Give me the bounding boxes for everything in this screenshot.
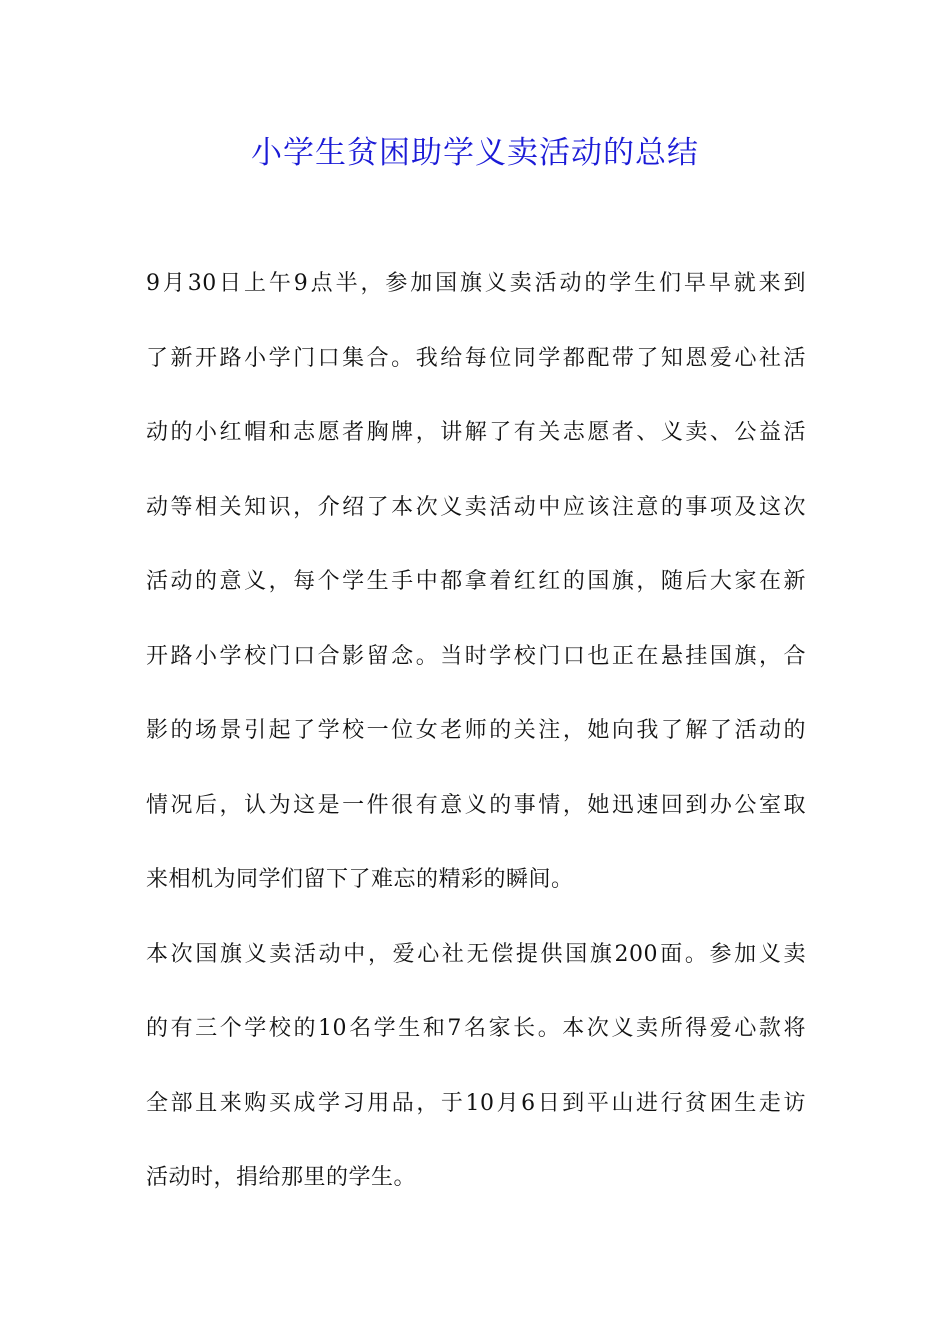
paragraph-2	[146, 933, 806, 1231]
text-line: 的有三个学校的10名学生和7名家长。本次义卖所得爱心款将	[146, 1016, 806, 1041]
text-line: 情况后，认为这是一件很有意义的事情，她迅速回到办公室取	[146, 792, 806, 818]
text-line: 影的场景引起了学校一位女老师的关注，她向我了解了活动的	[146, 718, 806, 743]
document-title: 小学生贫困助学义卖活动的总结	[251, 135, 699, 171]
text-line: 全部且来购买成学习用品，于10月6日到平山进行贫困生走访	[146, 1090, 806, 1116]
text-line: 9月30日上午9点半，参加国旗义卖活动的学生们早早就来到	[146, 271, 806, 296]
text-line: 动等相关知识，介绍了本次义卖活动中应该注意的事项及这次	[146, 494, 806, 520]
text-line: 本次国旗义卖活动中，爱心社无偿提供国旗200面。参加义卖	[146, 941, 806, 967]
text-line: 活动的意义，每个学生手中都拿着红红的国旗，随后大家在新	[146, 569, 806, 594]
text-line: 了新开路小学门口集合。我给每位同学都配带了知恩爱心社活	[146, 345, 806, 371]
paragraph-1	[146, 262, 806, 933]
document-body	[146, 262, 806, 1231]
text-line: 活动时，捐给那里的学生。	[146, 1165, 417, 1190]
text-line: 来相机为同学们留下了难忘的精彩的瞬间。	[146, 867, 574, 892]
text-line: 动的小红帽和志愿者胸牌，讲解了有关志愿者、义卖、公益活	[146, 420, 806, 445]
text-line: 开路小学校门口合影留念。当时学校门口也正在悬挂国旗，合	[146, 643, 806, 669]
